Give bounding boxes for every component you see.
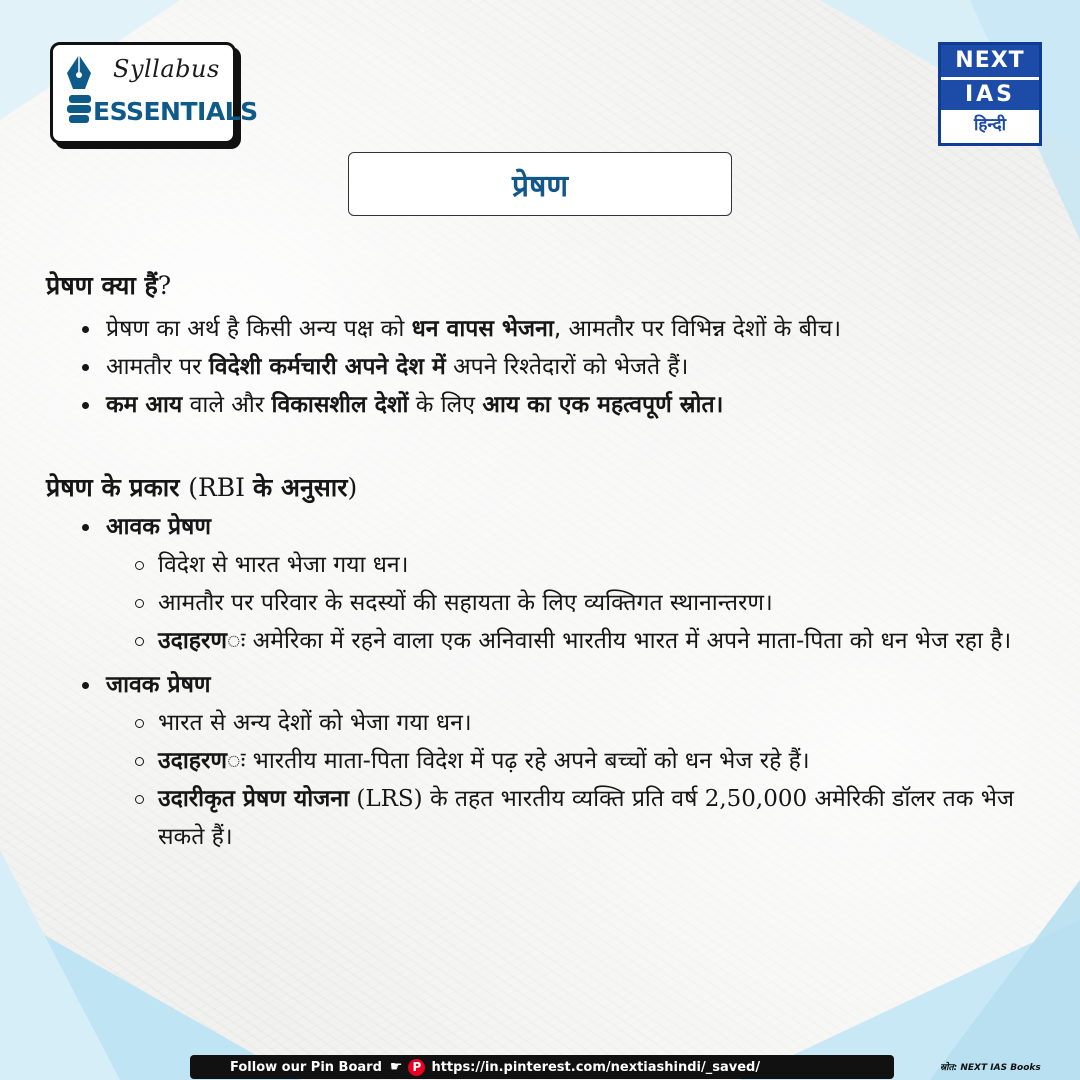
- types-list: [46, 508, 1046, 546]
- example-label: उदाहरण: [158, 748, 228, 774]
- heading-text: के अनुसार: [252, 473, 348, 502]
- bullet-bold-text: विकासशील देशों: [271, 392, 409, 418]
- logo-script-text: Syllabus: [113, 55, 220, 83]
- types-list: [46, 666, 1046, 704]
- heading-text: प्रेषण के प्रकार: [46, 473, 189, 502]
- bullet-bold-text: धन वापस भेजना: [411, 316, 554, 342]
- bullet-text: , आमतौर पर विभिन्न देशों के बीच।: [553, 316, 842, 342]
- lrs-text: के तहत भारतीय व्यक्ति प्रति वर्ष: [422, 786, 705, 812]
- main-content: [46, 268, 1046, 856]
- inward-list: [46, 546, 1046, 660]
- lrs-label: उदारीकृत प्रेषण योजना: [158, 786, 350, 812]
- corner-decoration: [930, 880, 1080, 1080]
- example-label: उदाहरण: [158, 628, 228, 654]
- outward-label: जावक प्रेषण: [106, 672, 211, 698]
- heading-abbr: (RBI: [188, 473, 253, 502]
- bullet-text: वाले और: [182, 392, 272, 418]
- list-item: [46, 310, 1046, 348]
- example-text: ः भारतीय माता-पिता विदेश में पढ़ रहे अपने बच्चों को धन भेज रहे हैं।: [227, 748, 810, 774]
- list-item-inward: [46, 508, 1046, 546]
- section-heading-types: [46, 470, 1046, 506]
- list-item-outward: [46, 666, 1046, 704]
- bullet-text: आमतौर पर: [106, 354, 209, 380]
- list-item: विदेश से भारत भेजा गया धन।: [46, 546, 1046, 584]
- heading-text: प्रेषण क्या हैं: [46, 271, 158, 300]
- title-box: [348, 152, 732, 216]
- example-text: ः अमेरिका में रहने वाला एक अनिवासी भारतीय भारत में अपने माता-पिता को धन भेज रहा है।: [227, 628, 1012, 654]
- footer-bar: [190, 1055, 894, 1079]
- bullet-text: प्रेषण का अर्थ है किसी अन्य पक्ष को: [106, 316, 412, 342]
- source-note: स्रोत: NEXT IAS Books: [940, 1063, 1041, 1073]
- syllabus-essentials-logo: [50, 42, 258, 144]
- list-item: [46, 386, 1046, 424]
- list-item: [46, 622, 1046, 660]
- lrs-text: अमेरिकी डॉलर तक भेज सकते हैं।: [158, 786, 1014, 850]
- section-heading-what: [46, 268, 1046, 304]
- heading-mark: ): [347, 473, 358, 502]
- page-title: प्रेषण: [511, 168, 569, 204]
- bullet-text: अपने रिश्तेदारों को भेजते हैं।: [445, 354, 689, 380]
- bullet-bold-text: विदेशी कर्मचारी अपने देश में: [208, 354, 446, 380]
- lrs-amount: 2,50,000: [704, 786, 808, 812]
- logo-next-text: NEXT: [941, 45, 1039, 77]
- lrs-abbr: (LRS): [349, 786, 423, 812]
- corner-decoration: [0, 850, 120, 1080]
- list-item: [46, 780, 1046, 856]
- bullet-bold-text: आय का एक महत्वपूर्ण स्रोत।: [482, 392, 724, 418]
- pinterest-link[interactable]: https://in.pinterest.com/nextiashindi/_saved/: [431, 1059, 761, 1075]
- pinterest-icon[interactable]: P: [408, 1059, 425, 1076]
- logo-ias-text: IAS: [941, 77, 1039, 110]
- list-item: [46, 348, 1046, 386]
- next-ias-logo: [938, 42, 1042, 146]
- follow-text: Follow our Pin Board: [230, 1059, 382, 1075]
- pointing-hand-icon: ☛: [389, 1059, 403, 1075]
- outward-list: [46, 704, 1046, 856]
- inward-label: आवक प्रेषण: [106, 514, 211, 540]
- logo-main-text: ESSENTIALS: [93, 97, 258, 126]
- bullet-bold-text: कम आय: [106, 392, 183, 418]
- heading-mark: ?: [157, 271, 172, 300]
- pen-hand-icon: [61, 51, 97, 131]
- list-item: भारत से अन्य देशों को भेजा गया धन।: [46, 704, 1046, 742]
- list-item: आमतौर पर परिवार के सदस्यों की सहायता के लिए व्यक्तिगत स्थानान्तरण।: [46, 584, 1046, 622]
- logo-hindi-text: हिन्दी: [973, 115, 1007, 135]
- bullet-text: के लिए: [408, 392, 483, 418]
- what-list: [46, 310, 1046, 424]
- list-item: [46, 742, 1046, 780]
